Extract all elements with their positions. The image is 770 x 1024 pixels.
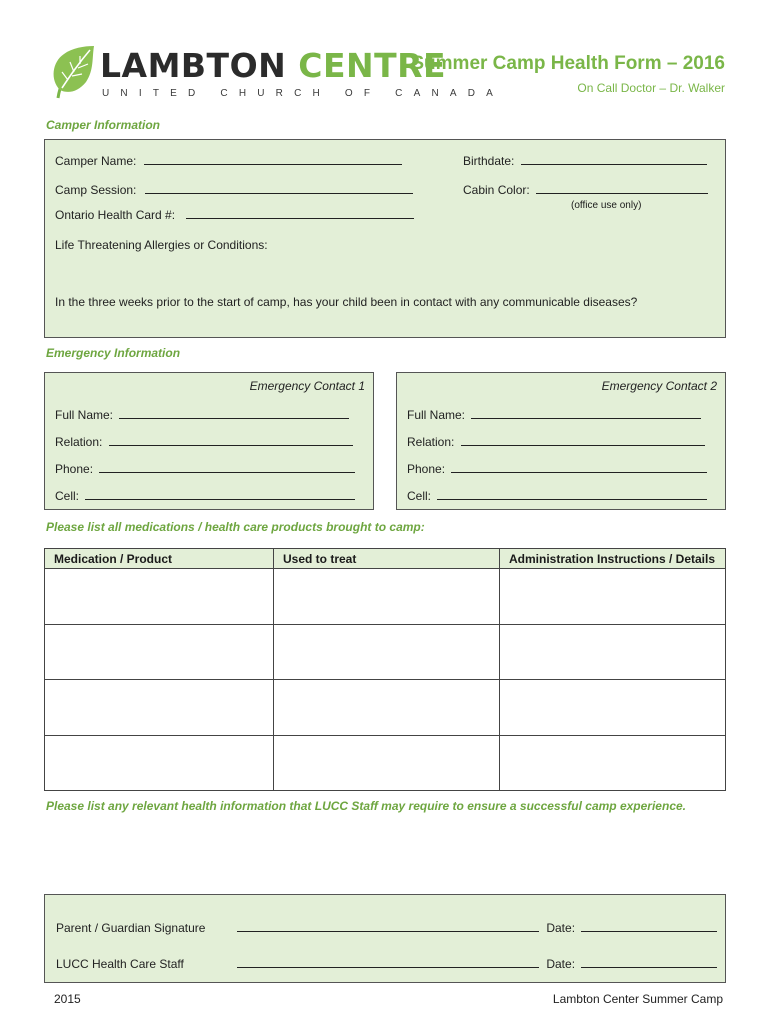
emergency-contact-2-title: Emergency Contact 2 — [601, 379, 717, 393]
camper-name-field[interactable] — [55, 154, 402, 168]
table-cell[interactable] — [45, 624, 274, 680]
contact-1-cell-field[interactable] — [55, 489, 355, 503]
emergency-contact-2-box — [396, 372, 726, 510]
relation-label: Relation: — [55, 435, 103, 449]
table-cell[interactable] — [500, 680, 726, 736]
contact-1-phone-field[interactable] — [55, 462, 355, 476]
full-name-line — [119, 408, 349, 419]
cell-line — [437, 489, 707, 500]
table-cell[interactable] — [500, 624, 726, 680]
office-use-note: (office use only) — [571, 200, 642, 211]
allergies-label: Life Threatening Allergies or Conditions: — [55, 238, 268, 252]
form-title: Summer Camp Health Form – 2016 — [411, 53, 725, 74]
table-cell[interactable] — [45, 735, 274, 791]
parent-date-line — [581, 921, 717, 932]
footer-organization: Lambton Center Summer Camp — [552, 992, 723, 1006]
full-name-label: Full Name: — [407, 408, 466, 422]
camper-info-box — [44, 139, 726, 338]
table-row — [45, 735, 726, 791]
contact-2-phone-field[interactable] — [407, 462, 707, 476]
table-cell[interactable] — [274, 680, 500, 736]
phone-label: Phone: — [55, 462, 94, 476]
cabin-color-field[interactable] — [463, 183, 708, 197]
medications-prompt: Please list all medications / health care products brought to camp: — [46, 520, 425, 534]
health-info-prompt: Please list any relevant health information that LUCC Staff may require to ensure a successful camp experience. — [46, 799, 686, 813]
signature-box — [44, 894, 726, 983]
col-used-to-treat: Used to treat — [274, 549, 500, 569]
camp-session-line — [145, 183, 413, 194]
col-medication-product: Medication / Product — [45, 549, 274, 569]
table-cell[interactable] — [500, 735, 726, 791]
birthdate-line — [521, 154, 707, 165]
logo-subtitle: UNITED CHURCH OF CANADA — [102, 88, 505, 99]
logo — [50, 44, 505, 104]
emergency-section-label: Emergency Information — [46, 346, 181, 360]
relation-line — [109, 435, 353, 446]
birthdate-label: Birthdate: — [463, 154, 515, 168]
full-name-line — [471, 408, 701, 419]
table-cell[interactable] — [274, 624, 500, 680]
medications-table — [44, 548, 726, 791]
table-cell[interactable] — [45, 680, 274, 736]
contact-1-full-name-field[interactable] — [55, 408, 349, 422]
cell-label: Cell: — [407, 489, 432, 503]
table-row — [45, 569, 726, 625]
parent-signature-label: Parent / Guardian Signature — [56, 921, 206, 935]
parent-signature-field[interactable] — [237, 921, 717, 935]
contact-2-relation-field[interactable] — [407, 435, 705, 449]
health-card-label: Ontario Health Card #: — [55, 208, 176, 222]
camper-name-line — [144, 154, 402, 165]
staff-signature-line — [237, 957, 539, 968]
camper-section-label: Camper Information — [46, 118, 161, 132]
phone-label: Phone: — [407, 462, 446, 476]
table-row — [45, 680, 726, 736]
table-cell[interactable] — [45, 569, 274, 625]
table-cell[interactable] — [274, 569, 500, 625]
staff-date-label: Date: — [546, 957, 576, 971]
parent-date-label: Date: — [546, 921, 576, 935]
camp-session-field[interactable] — [55, 183, 413, 197]
cell-line — [85, 489, 355, 500]
staff-date-line — [581, 957, 717, 968]
camper-name-label: Camper Name: — [55, 154, 137, 168]
logo-word-centre: CENTRE — [298, 46, 447, 85]
health-card-field[interactable] — [55, 208, 414, 222]
emergency-contact-1-box — [44, 372, 374, 510]
table-row — [45, 624, 726, 680]
relation-line — [461, 435, 705, 446]
contact-2-cell-field[interactable] — [407, 489, 707, 503]
col-administration-instructions: Administration Instructions / Details — [500, 549, 726, 569]
contact-2-full-name-field[interactable] — [407, 408, 701, 422]
footer-year: 2015 — [54, 992, 81, 1006]
phone-line — [451, 462, 707, 473]
cell-label: Cell: — [55, 489, 80, 503]
on-call-doctor: On Call Doctor – Dr. Walker — [577, 81, 725, 95]
cabin-color-label: Cabin Color: — [463, 183, 530, 197]
health-card-line — [186, 208, 414, 219]
table-header-row — [45, 549, 726, 569]
diseases-question: In the three weeks prior to the start of camp, has your child been in contact with any communicable diseases? — [55, 295, 638, 309]
emergency-contact-1-title: Emergency Contact 1 — [249, 379, 365, 393]
logo-title — [100, 46, 446, 86]
birthdate-field[interactable] — [463, 154, 707, 168]
relation-label: Relation: — [407, 435, 455, 449]
phone-line — [99, 462, 355, 473]
table-cell[interactable] — [274, 735, 500, 791]
table-cell[interactable] — [500, 569, 726, 625]
full-name-label: Full Name: — [55, 408, 114, 422]
leaf-icon — [50, 44, 96, 100]
staff-label: LUCC Health Care Staff — [56, 957, 184, 971]
cabin-color-line — [536, 183, 708, 194]
contact-1-relation-field[interactable] — [55, 435, 353, 449]
staff-signature-field[interactable] — [237, 957, 717, 971]
camp-session-label: Camp Session: — [55, 183, 137, 197]
parent-signature-line — [237, 921, 539, 932]
logo-word-lambton: LAMBTON — [100, 46, 287, 85]
